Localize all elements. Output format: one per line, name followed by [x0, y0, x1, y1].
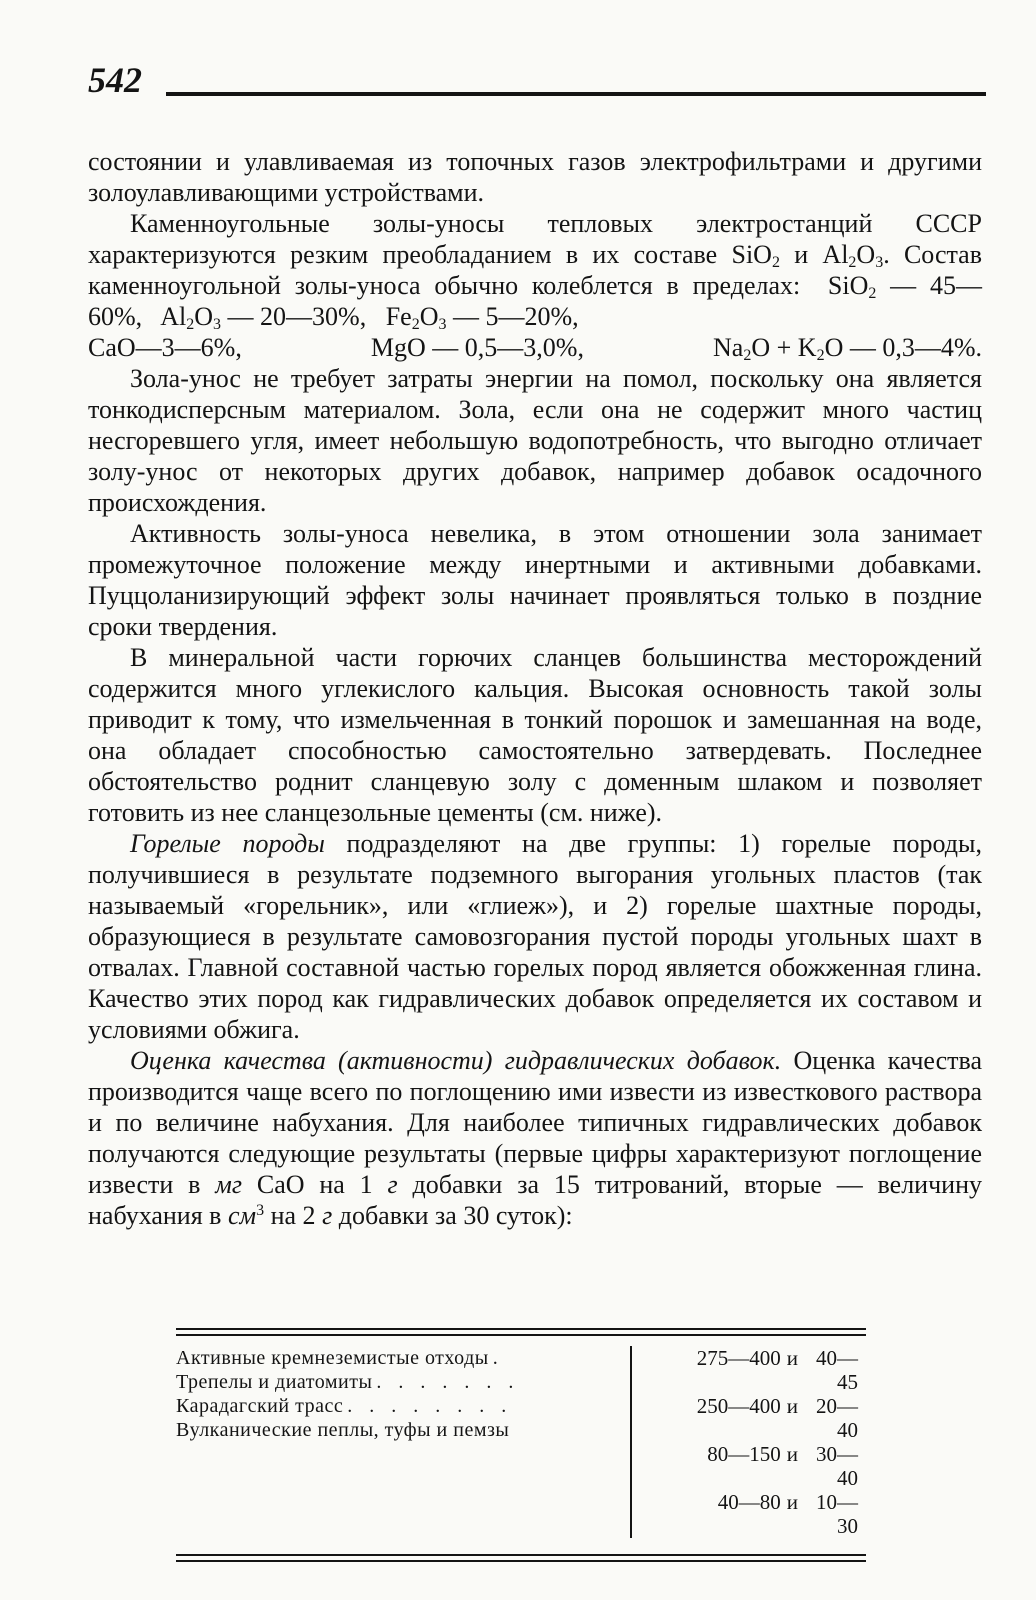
- table-row: Активные кремнеземистые отходы .: [176, 1347, 504, 1369]
- formula-mgo: MgO — 0,5—3,0%,: [370, 333, 584, 362]
- table-value-row: 40—80 и 10—30: [717, 1490, 858, 1538]
- paragraph-2-text: Каменноугольные золы-уносы тепловых электростанций СССР характеризуются резким преобладанием в их составе: [88, 209, 982, 269]
- paragraph-3: Зола-унос не требует затраты энергии на помол, поскольку она является тонкодисперсным материалом. Зола, если она не содержит много частиц несгоревшего угля, имеет небольшую водопотребность, что выгодно отличает золу-унос от некоторых других добавок, например добавок осадочного происхождения.: [88, 364, 982, 517]
- page-header: [84, 58, 986, 102]
- formula-fe2o3-range: $Fe_2O_3$ — 5—20%,: [385, 302, 579, 333]
- paragraph-1: состоянии и улавливаемая из топочных газов электрофильтрами и другими золоулавливающими устройствами.: [88, 147, 982, 207]
- table-value-row: 80—150 и 30—40: [707, 1442, 858, 1490]
- table-value-row: 275—400 и 40—45: [696, 1346, 858, 1394]
- header-rule: [166, 92, 986, 96]
- table-row: Трепелы и диатомиты . . . . . . .: [176, 1371, 520, 1393]
- term-ocenka: Оценка качества (активности) гидравлических добавок.: [130, 1046, 782, 1075]
- formula-cao: CaO—3—6%,: [88, 333, 242, 362]
- paragraph-gorelye: Горелые породы подразделяют на две группы: 1) горелые породы, получившиеся в результате подземного выгорания угольных пластов (так называемый «горельник», или «глиеж»), и 2) горелые шахтные породы, образующиеся в результате самовозгорания пустой породы угольных шахт в отвалах. Главной составной частью горелых пород является обожженная глина. Качество этих пород как гидравлических добавок определяется их составом и условиями обжига.: [88, 829, 982, 1044]
- formula-na2o: $Na_2O + K_2O$ — 0,3—4%.: [713, 333, 982, 364]
- formula-sio2-range: SiO$_2$ — 45—60%,: [88, 271, 983, 331]
- additives-table: [176, 1328, 866, 1562]
- body-text: [88, 146, 982, 1231]
- formula-line-2: [88, 332, 982, 363]
- formula-sio2: SiO$_2$ и $Al_2O_3$.: [731, 240, 890, 271]
- table-row: Карадагский трасс . . . . . . . .: [176, 1395, 513, 1417]
- table-names-column: [176, 1346, 626, 1538]
- table-divider: [630, 1346, 632, 1538]
- term-gorelye: Горелые породы: [130, 829, 325, 858]
- formula-al2o3-range: $Al_2O_3$ — 20—30%,: [160, 302, 367, 333]
- paragraph-5: В минеральной части горючих сланцев большинства месторождений содержится много углекислого кальция. Высокая основность такой золы приводит к тому, что измельченная в тонкий порошок и замешанная на воде, она обладает способностью самостоятельно затвердевать. Последнее обстоятельство роднит сланцевую золу с доменным шлаком и позволяет готовить из нее сланцезольные цементы (см. ниже).: [88, 643, 982, 827]
- paragraph-4: Активность золы-уноса невелика, в этом отношении зола занимает промежуточное положение между инертными и активными добавками. Пуццоланизирующий эффект золы начинает проявляться только в поздние сроки твердения.: [88, 519, 982, 641]
- table-value-row: 250—400 и 20—40: [696, 1394, 858, 1442]
- table-bottom-rule: [176, 1554, 866, 1562]
- table-row: Вулканические пеплы, туфы и пемзы: [176, 1419, 510, 1441]
- paragraph-2b-text: Состав каменноугольной золы-уноса обычно колеблется в пределах:: [88, 240, 982, 300]
- paragraph-2: [88, 208, 982, 332]
- paragraph-ocenka: Оценка качества (активности) гидравлических добавок. Оценка качества производится чаще всего по поглощению ими извести из известкового раствора и по величине набухания. Для наиболее типичных гидравлических добавок получаются следующие результаты (первые цифры характеризуют поглощение извести в мг CaO на 1 г добавки за 15 титрований, вторые — величину набухания в $см^3$ на 2 г добавки за 30 суток):: [88, 1046, 983, 1230]
- table-top-rule: [176, 1328, 866, 1336]
- page-number: 542: [88, 60, 142, 100]
- table-values-column: [636, 1346, 866, 1538]
